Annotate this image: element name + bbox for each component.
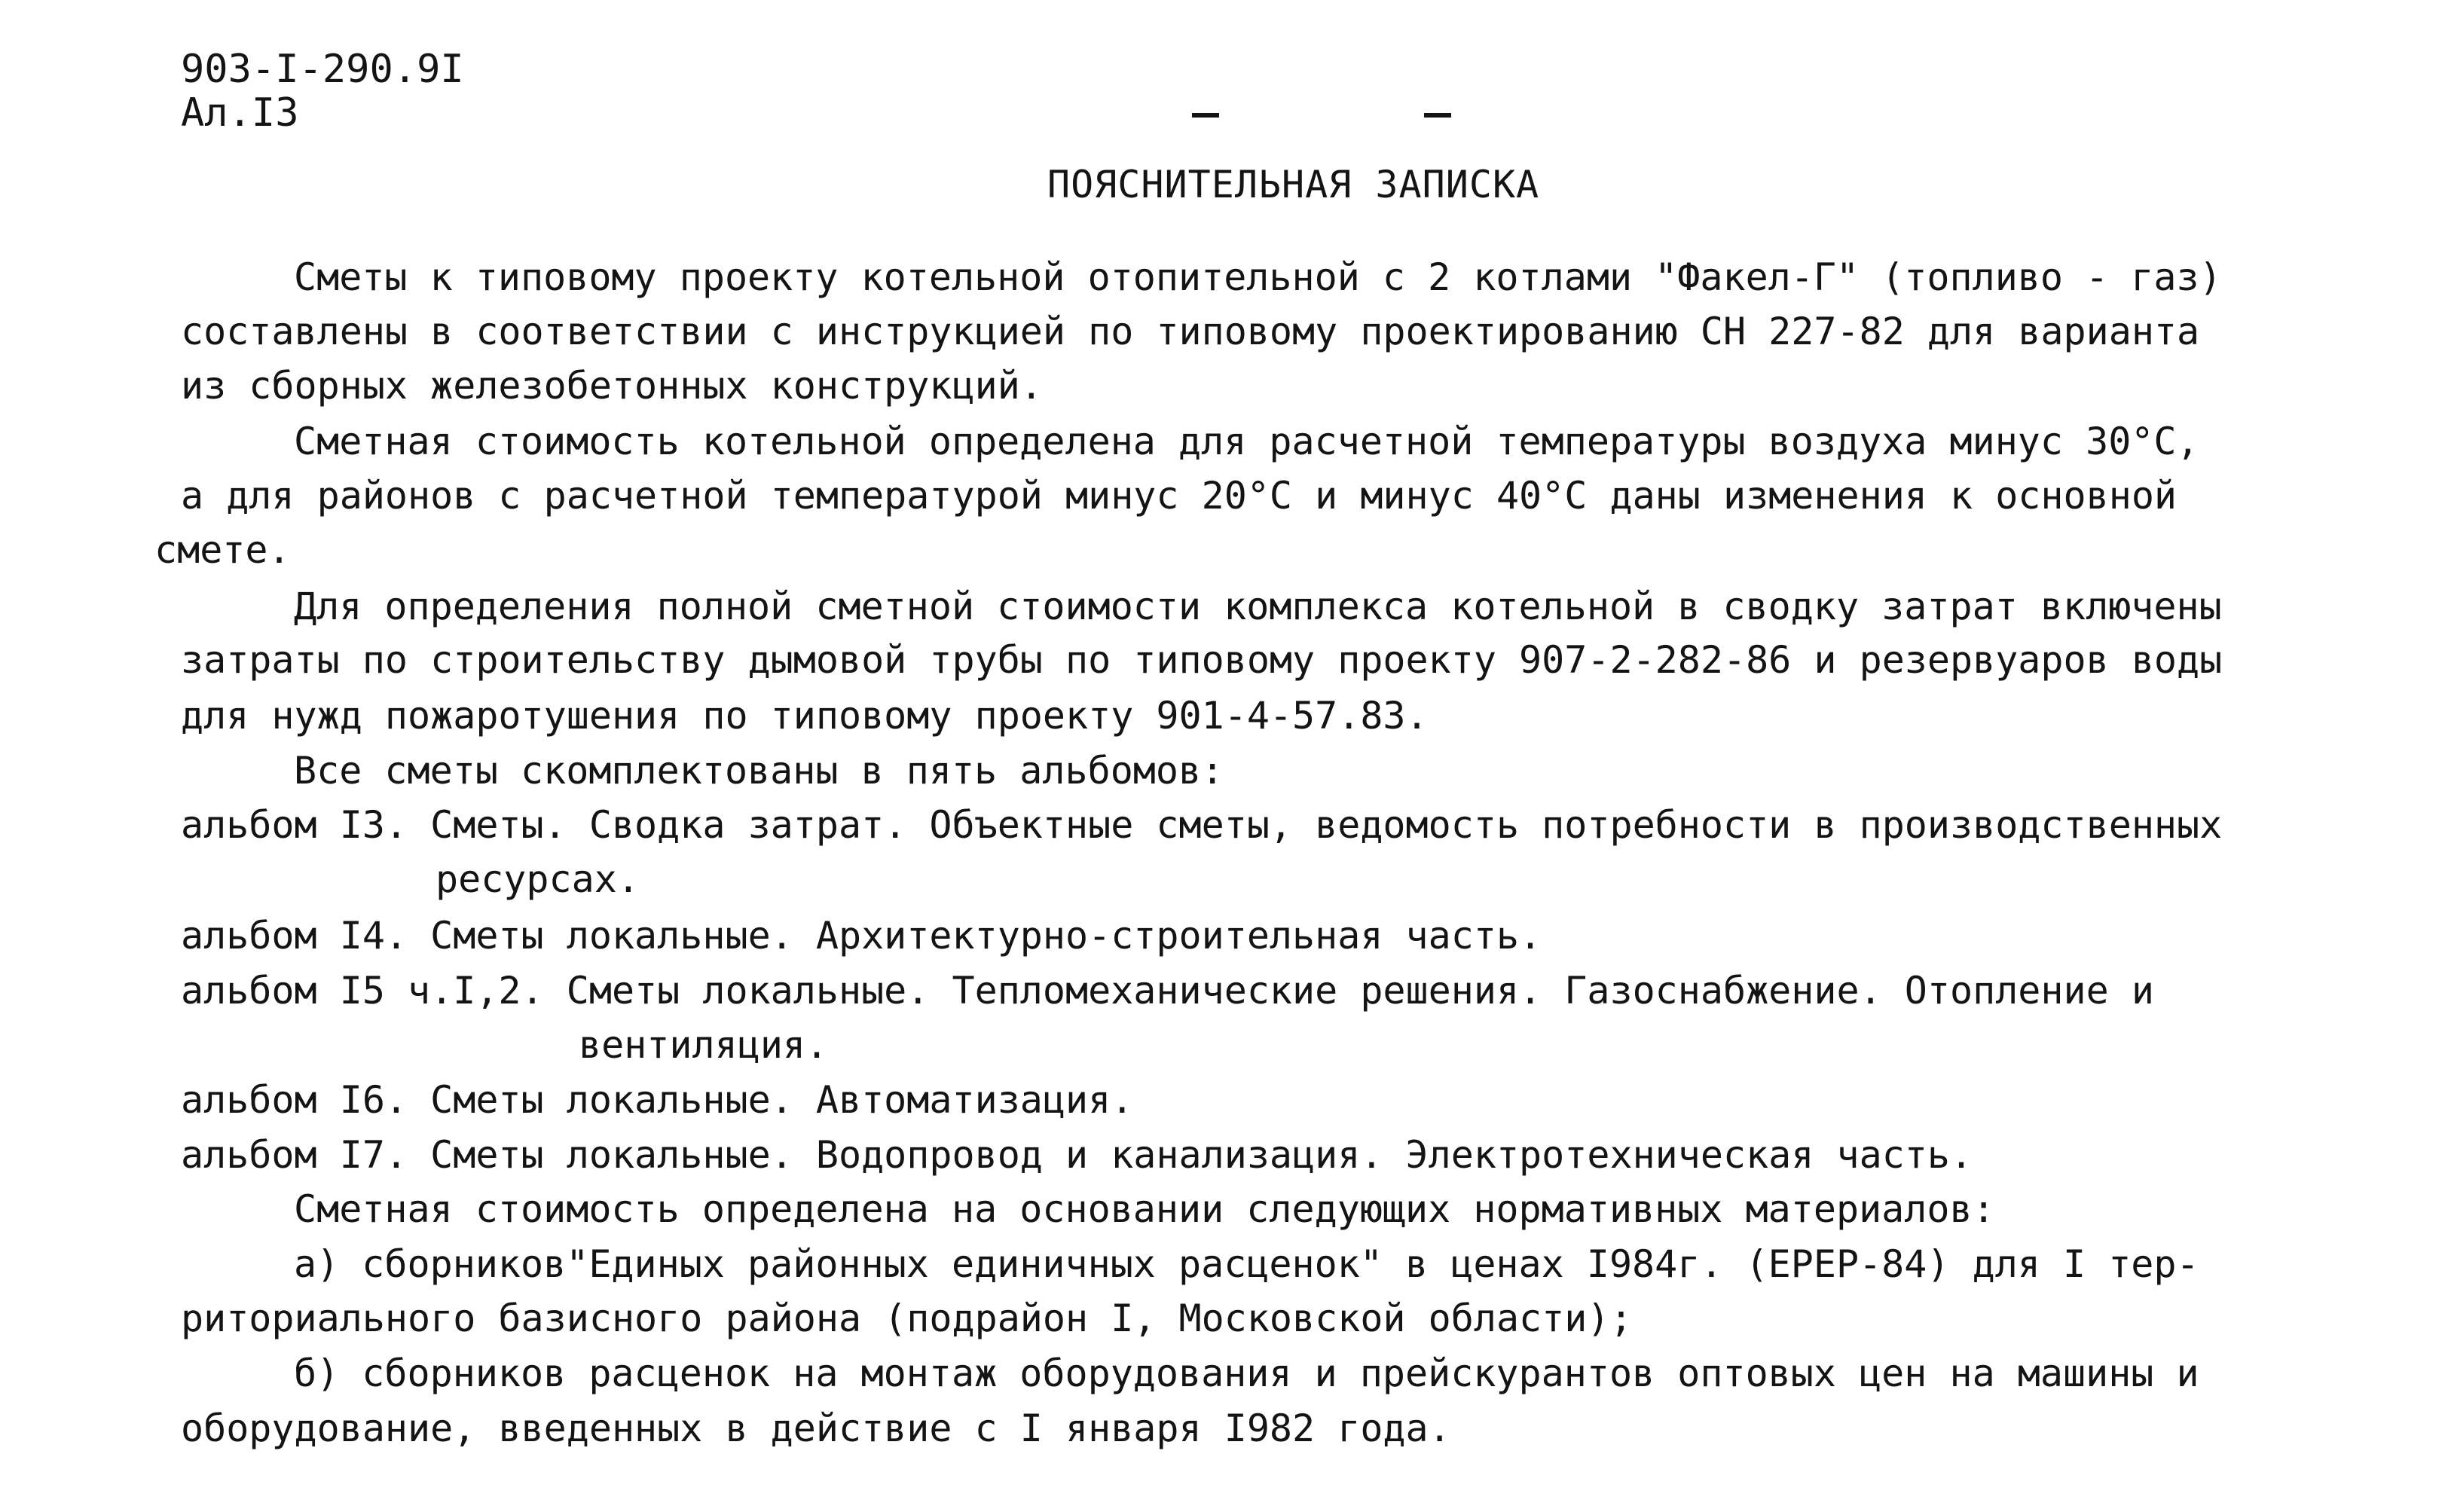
body-line: Сметы к типовому проекту котельной отопительной с 2 котлами "Факел-Г" (топливо - газ) xyxy=(294,255,2222,299)
body-line: из сборных железобетонных конструкций. xyxy=(181,364,1043,408)
album-entry-continuation: ресурсах. xyxy=(436,857,640,901)
body-line: Для определения полной сметной стоимости комплекса котельной в сводку затрат включены xyxy=(294,585,2222,628)
document-code: 903-I-290.9I xyxy=(181,47,464,92)
album-entry: альбом I3. Сметы. Сводка затрат. Объектные сметы, ведомость потребности в производственных xyxy=(181,803,2223,847)
album-entry: альбом I5 ч.I,2. Сметы локальные. Тепломеханические решения. Газоснабжение. Отопление и xyxy=(181,969,2154,1013)
album-entry: альбом I6. Сметы локальные. Автоматизация. xyxy=(181,1078,1134,1122)
list-item-b: б) сборников расценок на монтаж оборудования и прейскурантов оптовых цен на машины и xyxy=(294,1352,2199,1395)
sheet-number: Ал.I3 xyxy=(181,90,299,136)
body-line: составлены в соответствии с инструкцией по типовому проектированию СН 227-82 для варианта xyxy=(181,310,2200,353)
body-line: Все сметы скомплектованы в пять альбомов: xyxy=(294,749,1224,793)
body-line: затраты по строительству дымовой трубы по типовому проекту 907-2-282-86 и резервуаров воды xyxy=(181,638,2223,682)
body-line: Сметная стоимость определена на основании следующих нормативных материалов: xyxy=(294,1187,1995,1231)
body-line: Сметная стоимость котельной определена для расчетной температуры воздуха минус 30°С, xyxy=(294,420,2199,463)
album-entry: альбом I7. Сметы локальные. Водопровод и канализация. Электротехническая часть. xyxy=(181,1133,1973,1177)
album-entry: альбом I4. Сметы локальные. Архитектурно-строительная часть. xyxy=(181,914,1542,958)
list-item-b-continuation: оборудование, введенных в действие с I января I982 года. xyxy=(181,1407,1451,1450)
album-entry-continuation: вентиляция. xyxy=(579,1023,829,1067)
list-item-a-continuation: риториального базисного района (подрайон I, Московской области); xyxy=(181,1297,1633,1340)
body-line: для нужд пожаротушения по типовому проекту 901-4-57.83. xyxy=(181,694,1429,738)
header-dash-right xyxy=(1424,113,1451,118)
body-line: смете. xyxy=(154,528,291,572)
body-line: а для районов с расчетной температурой минус 20°С и минус 40°С даны изменения к основной xyxy=(181,474,2178,518)
header-dash-left xyxy=(1192,113,1219,118)
list-item-a: а) сборников"Единых районных единичных расценок" в ценах I984г. (ЕРЕР-84) для I тер- xyxy=(294,1242,2199,1286)
document-title: ПОЯСНИТЕЛЬНАЯ ЗАПИСКА xyxy=(1047,163,1540,206)
